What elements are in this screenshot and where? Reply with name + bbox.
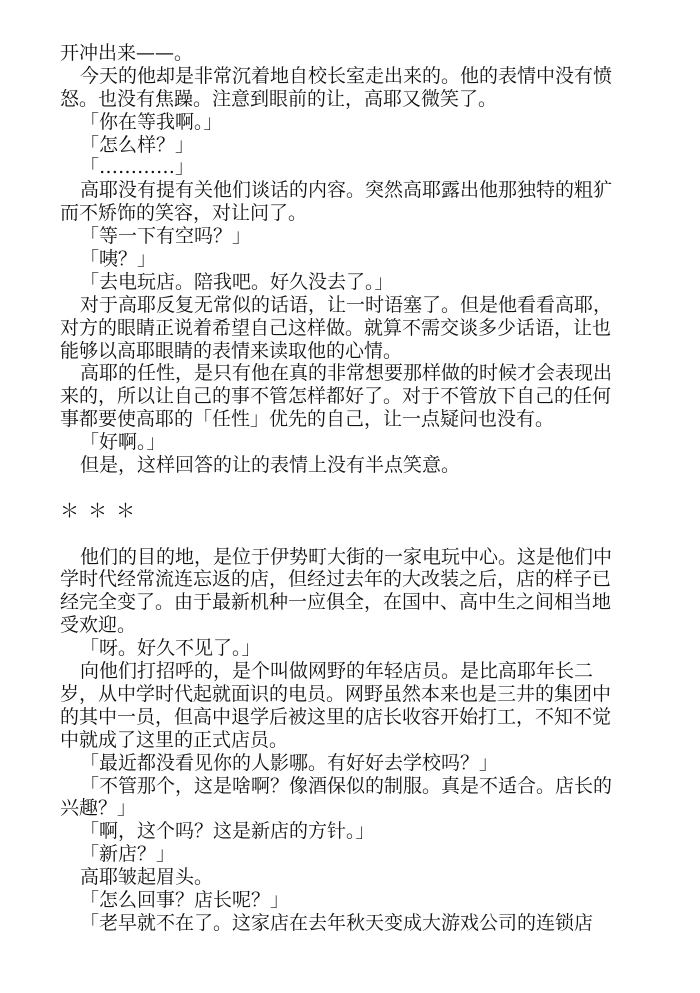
text-line: 学时代经常流连忘返的店，但经过去年的大改装之后，店的样子已 (60, 568, 612, 591)
text-line: 高耶的任性，是只有他在真的非常想要那样做的时候才会表现出 (80, 362, 613, 385)
text-line: 「咦？」 (80, 248, 157, 271)
text-line: 的其中一员，但高中退学后被这里的店长收容开始打工，不知不觉 (60, 705, 612, 728)
text-line: 「最近都没看见你的人影哪。有好好去学校吗？」 (80, 751, 499, 774)
text-line: 来的，所以让自己的事不管怎样都好了。对于不管放下自己的任何 (60, 385, 612, 408)
text-line: 岁，从中学时代起就面识的电员。网野虽然本来也是三井的集团中 (60, 682, 612, 705)
text-line: 中就成了这里的正式店员。 (60, 728, 289, 751)
text-line: 能够以高耶眼睛的表情来读取他的心情。 (60, 339, 403, 362)
text-line: 事都要使高耶的「任性」优先的自己，让一点疑问也没有。 (60, 408, 555, 431)
text-line: 受欢迎。 (60, 614, 137, 637)
text-line: 兴趣？」 (60, 797, 137, 820)
text-line: 今天的他却是非常沉着地自校长室走出来的。他的表情中没有愤 (80, 64, 613, 87)
text-line: 「…………」 (80, 156, 195, 179)
text-line: 「你在等我啊。」 (80, 110, 223, 133)
text-line: 高耶没有提有关他们谈话的内容。突然高耶露出他那独特的粗犷 (80, 179, 613, 202)
text-line: 「等一下有空吗？」 (80, 225, 252, 248)
text-line: 他们的目的地，是位于伊势町大街的一家电玩中心。这是他们中 (80, 545, 613, 568)
text-line: 「新店？」 (80, 843, 176, 866)
novel-page (60, 42, 640, 935)
text-line: 「怎么样？」 (80, 133, 195, 156)
text-line: 高耶皱起眉头。 (80, 866, 214, 889)
text-line: 「怎么回事？店长呢？」 (80, 888, 290, 911)
text-line: 开冲出来——。 (60, 42, 194, 64)
text-line: 对方的眼睛正说着希望自己这样做。就算不需交谈多少话语，让也 (60, 316, 612, 339)
text-line: 对于高耶反复无常似的话语，让一时语塞了。但是他看看高耶， (80, 293, 613, 316)
text-line: 「去电玩店。陪我吧。好久没去了。」 (80, 270, 394, 293)
text-block-1 (60, 42, 640, 477)
text-block-2 (60, 546, 640, 935)
text-line: 向他们打招呼的，是个叫做网野的年轻店员。是比高耶年长二 (80, 660, 594, 683)
text-line: 怒。也没有焦躁。注意到眼前的让，高耶又微笑了。 (60, 87, 498, 110)
text-line: 「不管那个，这是啥啊？像酒保似的制服。真是不适合。店长的 (80, 774, 613, 797)
text-line: 而不矫饰的笑容，对让问了。 (60, 202, 308, 225)
scene-break: ＊＊＊ (60, 499, 145, 522)
text-line: 「啊，这个吗？这是新店的方针。」 (80, 820, 375, 843)
blank-line (60, 477, 640, 500)
text-line: 「呀。好久不见了。」 (80, 637, 261, 660)
text-line: 「好啊。」 (80, 431, 166, 454)
text-line: 「老早就不在了。这家店在去年秋天变成大游戏公司的连锁店 (80, 911, 594, 934)
text-line: 经完全变了。由于最新机种一应俱全，在国中、高中生之间相当地 (60, 591, 612, 614)
text-line: 但是，这样回答的让的表情上没有半点笑意。 (80, 454, 461, 477)
blank-line (60, 523, 640, 546)
